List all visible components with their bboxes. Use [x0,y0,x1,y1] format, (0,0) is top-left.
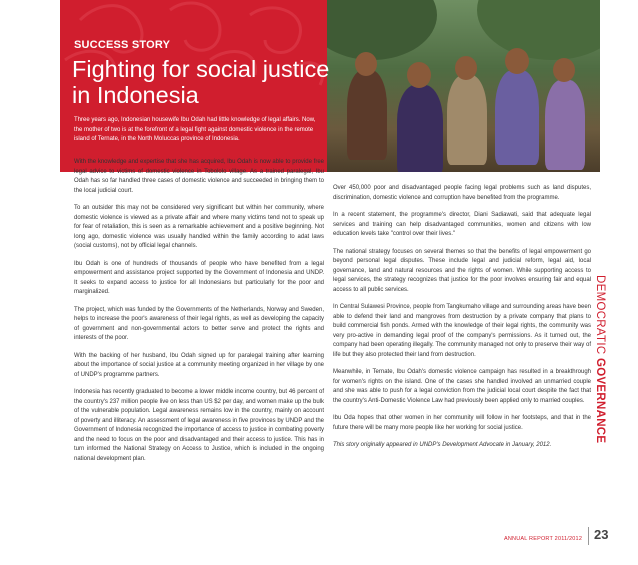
paragraph: In a recent statement, the programme's director, Diani Sadiawati, said that adequate legal services and training can help disadvantaged communities, women and citizens with low education levels take "control over their lives." [333,212,591,237]
paragraph: Meanwhile, in Ternate, Ibu Odah's domestic violence campaign has resulted in a breakthrough for women's rights on the island. One of the cases she handled involved an unmarried couple and she was able to push for a legal conviction from the judicial local court despite the fact that the country's Anti-Domestic Violence Law had previously been applied only to married couples. [333,369,591,404]
intro-paragraph: Three years ago, Indonesian housewife Ibu Odah had little knowledge of legal affairs. Now, the mother of two is at the forefront of a legal fight against domestic violence in the remote island of Ternate, in the North Moluccas province of Indonesia. [74,117,316,142]
footer-report-label: ANNUAL REPORT 2011/2012 [504,536,583,542]
footer-divider [588,527,589,545]
paragraph: In Central Sulawesi Province, people from Tangkumaho village and surrounding areas have been able to defend their land and mangroves from destruction by a private company that plans to build commercial fish ponds. Armed with the knowledge of their legal rights, the community was very pro-active in demanding legal proof of the company's permissions. As it turned out, the company had been operating illegally. The community managed not only to preserve their way of life but they also protected their land from destruction. [333,304,591,358]
paragraph: Ibu Oda hopes that other women in her community will follow in her footsteps, and that in the future there will be many more people like her working for social justice. [333,415,591,431]
paragraph: To an outsider this may not be considered very significant but within her community, where domestic violence is viewed as a private affair and where many victims tend not to speak up for fear of retaliation, this is seen as a remarkable achievement and a positive beginning. Not long ago, domestic violence was usually handled within the family according to adat laws (social customs), not by official legal channels. [74,205,324,249]
section-kicker: SUCCESS STORY [74,39,171,51]
story-credit: This story originally appeared in UNDP's Development Advocate in January, 2012. [333,442,552,448]
sidebar-bold-text: GOVERNANCE [594,357,606,444]
sidebar-light-text: DEMOCRATIC [594,275,606,358]
paragraph: Over 450,000 poor and disadvantaged people facing legal problems such as land disputes, discrimination, domestic violence and corruption have benefited from the programme. [333,185,591,201]
paragraph: With the knowledge and expertise that she has acquired, Ibu Odah is now able to provide free legal advice to victims of domestic violence in Tobololo village. As a trained paralegal, Ibu Odah has so far handled three cases of domestic violence and succeeded in bringing them to the local judicial court. [74,159,324,194]
paragraph: Ibu Odah is one of hundreds of thousands of people who have benefited from a legal empowerment and assistance project supported by the Government of Indonesia and UNDP. It seeks to expand access to justice for all Indonesians but particularly for the poor and marginalized. [74,260,324,295]
page-number: 23 [594,527,609,542]
paragraph: The project, which was funded by the Governments of the Netherlands, Norway and Sweden, helps to increase the poor's awareness of their legal rights, as well as developing the capacity of government and non-governmental actors to better serve and protect the rights and interests of the poor. [74,306,324,341]
page-title: Fighting for social justice in Indonesia [72,56,330,108]
right-column [333,184,591,459]
paragraph: Indonesia has recently graduated to become a lower middle income country, but 46 percent of the country's 237 million people live on less than US $2 per day, and women make up the bulk of the vulnerable population. Legal awareness remains low in the country, mainly on account of poverty and illiteracy. An assessment of legal awareness in five provinces by UNDP and the Government of Indonesia recognized the importance of access to justice in combating poverty and the need to focus on the poor and disadvantaged and their access to justice. This has in turn informed the National Strategy on Access to Justice, which is included in the ongoing national development plan. [74,389,324,462]
villagers-photo [327,0,600,172]
paragraph: With the backing of her husband, Ibu Odah signed up for paralegal training after learning about the importance of social justice at a community meeting organized in her village by one of UNDP's programme partners. [74,352,324,378]
left-column [74,158,324,472]
section-sidebar-label [584,275,606,475]
paragraph: The national strategy focuses on several themes so that the benefits of legal empowerment go beyond personal legal disputes. These include legal and judicial reform, legal aid, local governance, land and natural resources and the rights of women. While supporting access to legal services, the strategy recognizes that justice for the poor involves ensuring fair and equal access to all public services. [333,248,591,293]
